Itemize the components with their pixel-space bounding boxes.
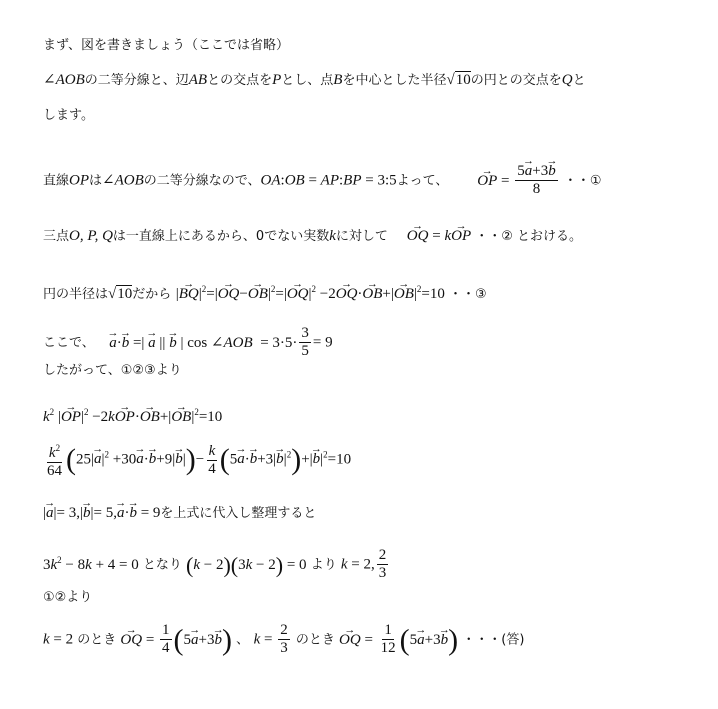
setup-line-2: します。 <box>43 108 94 123</box>
step3-line: 円の半径は√10だから |→ $BQ|^2=|\to OQ-\to OB|^2=|\to OQ|^2 -2\to OQ\cdot\to OB+|\to OB|^2=10$ ・・③ <box>43 281 487 303</box>
substitution-line: |→ a|= 3,|→ b|= 5,→ a·→ b = 9を上式に代入し整理すると <box>43 505 316 522</box>
intro-line: まず、図を書きましょう（ここでは省略） <box>43 38 289 53</box>
step2-line: 三点O, P, Qは一直線上にあるから、0でない実数kに対して → OQ = k→ OP ・・② とおける。 <box>43 228 582 245</box>
step4-line: ここで、 → a·→ b =| → a || → b | cos ∠AOB = 3·5· $\frac{3}{5}$ = 9 <box>43 325 333 360</box>
equation-2: $\frac{k^2}{64}$ $(25|\to a|^2 +30\to a\cdot\to b+9|\to b|)-$ $\frac{k}{4}$ $(5\to a\cdot\to b+3|\to b|^2)+|\to b|^2=10$ <box>43 440 351 480</box>
solve-line: $3k^2 - 8k + 4 = 0$ となり (k − 2)(3k − 2) = 0 より k = 2, $\frac{2}{3}$ <box>43 547 387 581</box>
from12-line: ①②より <box>43 590 93 605</box>
step1-line: 直線OPは∠AOBの二等分線なので、OA:OB = AP:BP = 3:5よって、 → OP = $\frac{5\to a+3\to b}{8}$ ・・① <box>43 163 602 198</box>
setup-line-1: ∠AOBの二等分線と、辺ABとの交点をPとし、点Bを中心とした半径√10の円との交点をQと <box>43 72 586 88</box>
answer-line: k = 2 のとき → OQ = $\frac{1}{4}$ (5→ a+3→ b) 、 k = $\frac{2}{3}$ のとき → OQ = $\frac{1}{12}$ (5→ a+3→ b) ・・・(答) <box>43 622 524 657</box>
equation-1: $k^2$ |→ $OP|^2 -2k\to OP\cdot\to OB+|\to OB|^2=10$ <box>43 404 222 425</box>
step5-line: したがって、①②③より <box>43 363 182 378</box>
